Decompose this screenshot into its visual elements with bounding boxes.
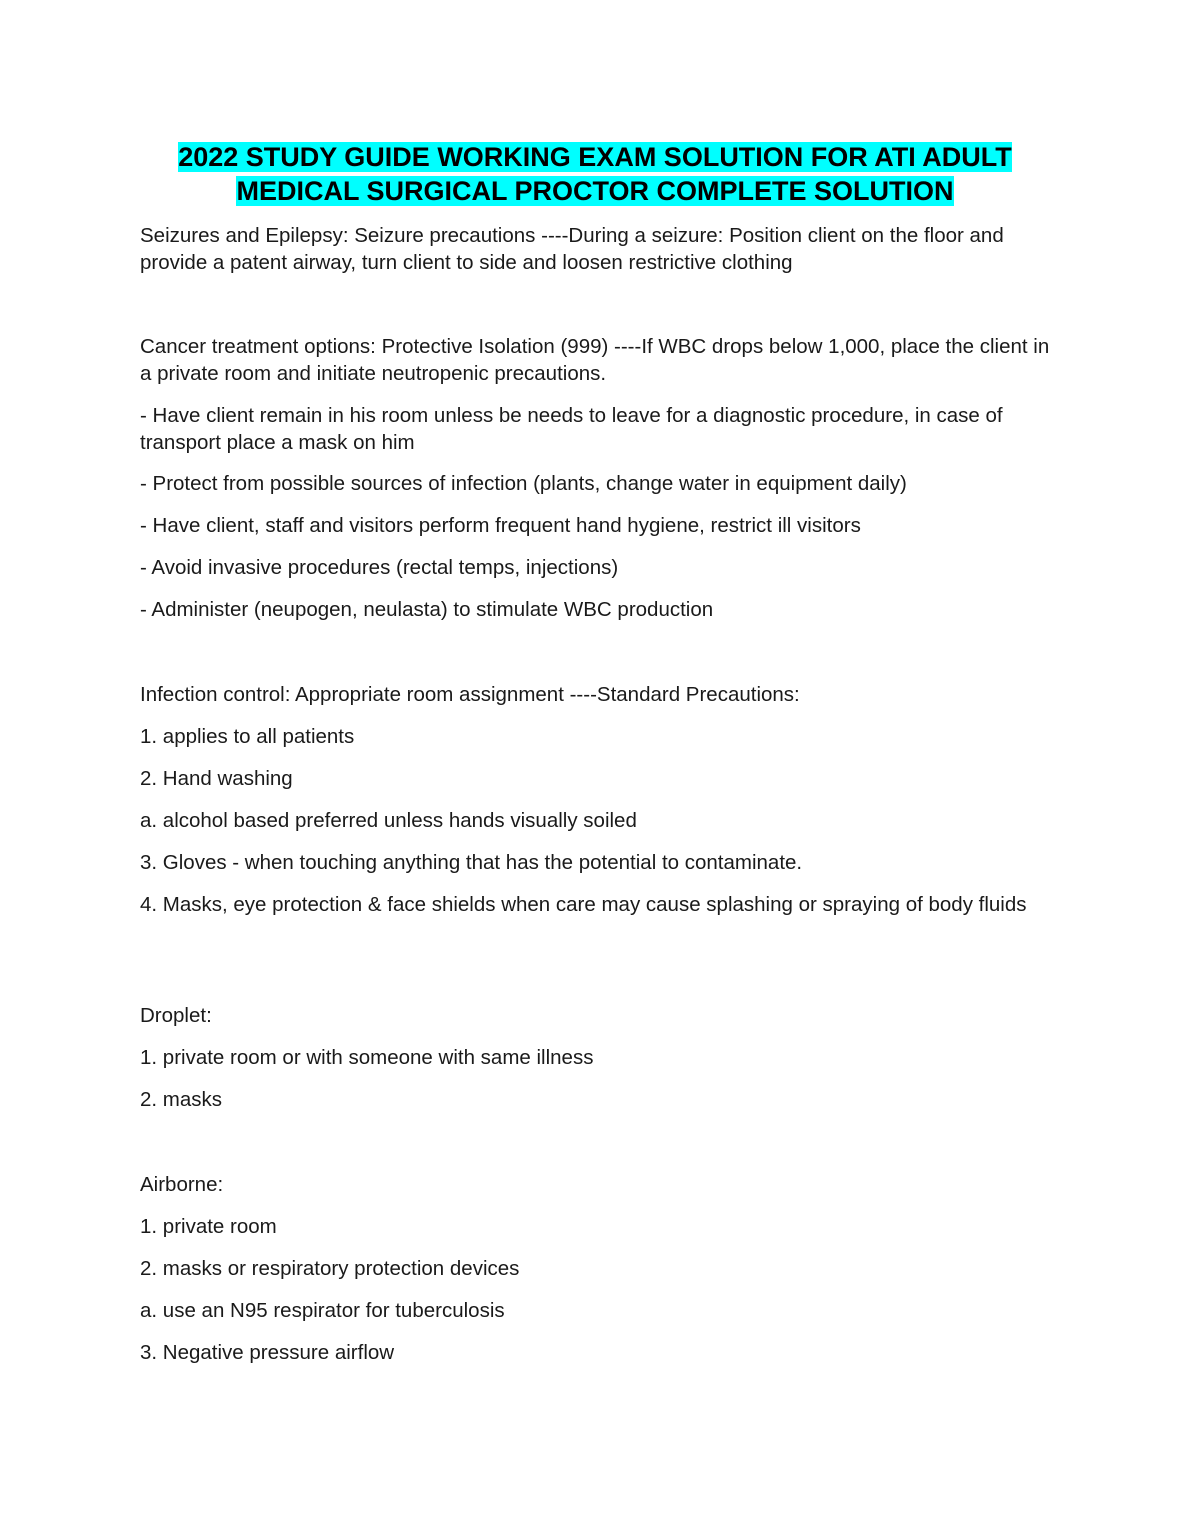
infection-item: 4. Masks, eye protection & face shields when care may cause splashing or spraying of body fluids [140,893,1027,916]
infection-item: 1. applies to all patients [140,725,355,748]
airborne-item: a. use an N95 respirator for tuberculosis [140,1299,505,1322]
title-line-2: MEDICAL SURGICAL PROCTOR COMPLETE SOLUTION [236,176,954,206]
airborne-item: 1. private room [140,1215,277,1238]
cancer-intro: Cancer treatment options: Protective Isolation (999) ----If WBC drops below 1,000, place the client in a private room and initiate neutropenic precautions. [140,335,1050,385]
infection-item: a. alcohol based preferred unless hands visually soiled [140,809,637,832]
airborne-heading: Airborne: [140,1173,224,1196]
airborne-item: 2. masks or respiratory protection devices [140,1257,520,1280]
cancer-item: - Have client, staff and visitors perform frequent hand hygiene, restrict ill visitors [140,514,861,537]
document-title [140,140,1050,208]
cancer-item: - Avoid invasive procedures (rectal temps, injections) [140,556,619,579]
cancer-item: - Have client remain in his room unless be needs to leave for a diagnostic procedure, in case of transport place a mask on him [140,404,1003,454]
droplet-item: 2. masks [140,1088,223,1111]
airborne-item: 3. Negative pressure airflow [140,1341,395,1364]
droplet-item: 1. private room or with someone with same illness [140,1046,594,1069]
cancer-item: - Protect from possible sources of infection (plants, change water in equipment daily) [140,472,907,495]
infection-intro: Infection control: Appropriate room assignment ----Standard Precautions: [140,683,800,706]
infection-item: 2. Hand washing [140,767,293,790]
infection-item: 3. Gloves - when touching anything that has the potential to contaminate. [140,851,803,874]
seizures-paragraph: Seizures and Epilepsy: Seizure precautions ----During a seizure: Position client on the floor and provide a patent airway, turn client to side and loosen restrictive clothing [140,224,1004,274]
droplet-heading: Droplet: [140,1004,212,1027]
cancer-item: - Administer (neupogen, neulasta) to stimulate WBC production [140,598,714,621]
title-line-1: 2022 STUDY GUIDE WORKING EXAM SOLUTION FOR ATI ADULT [178,142,1012,172]
